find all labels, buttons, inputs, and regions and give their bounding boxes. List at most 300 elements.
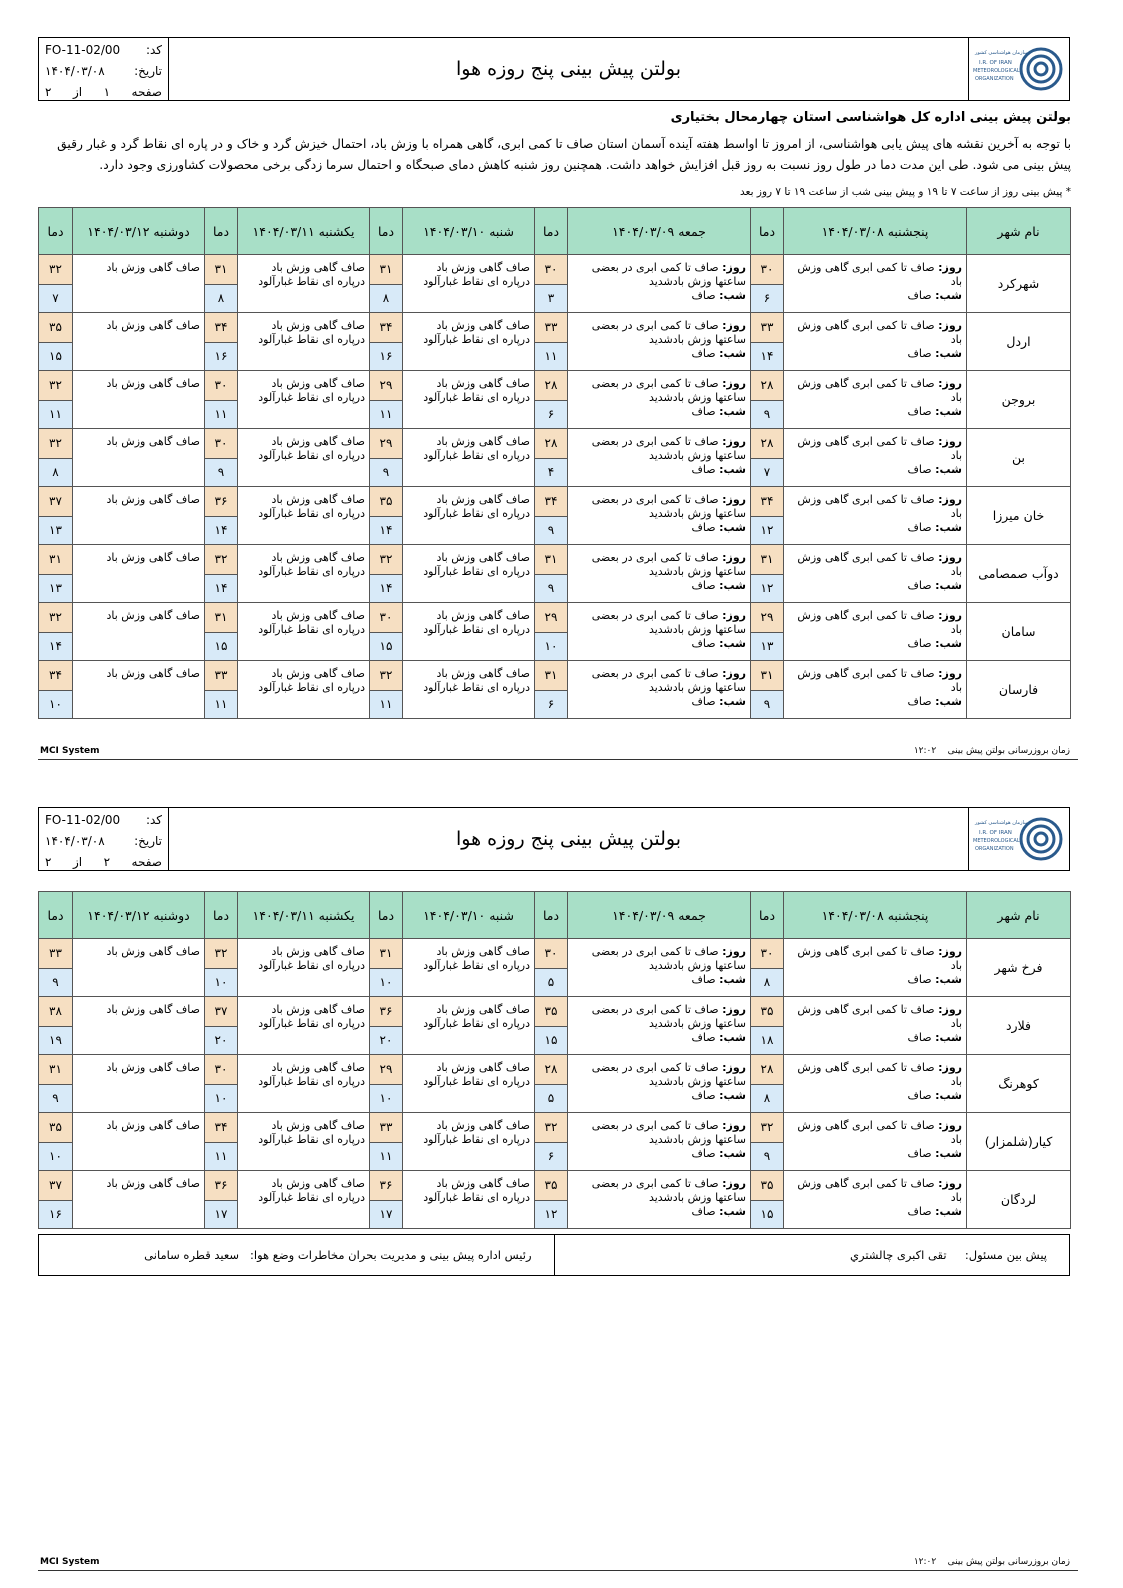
max-temp: ۳۲ [205,545,238,575]
date-label: تاریخ: [134,834,162,848]
code-value: FO-11-02/00 [45,43,121,57]
night-label: شب: [935,973,962,986]
day-header: یکشنبه ۱۴۰۴/۰۳/۱۱ [238,892,370,939]
date-label: تاریخ: [134,64,162,78]
day-label: روز: [938,261,962,274]
max-temp: ۳۳ [205,661,238,691]
night-forecast: صاف [691,1147,716,1160]
city-name: سامان [967,603,1071,661]
forecast-description [403,1055,535,1113]
min-temp: ۷ [751,458,784,486]
forecast-description [784,1171,967,1229]
night-label: شب: [935,1089,962,1102]
day-header: یکشنبه ۱۴۰۴/۰۳/۱۱ [238,208,370,255]
forecast-description [568,1055,751,1113]
signature-block [38,1234,1070,1276]
max-temp: ۳۰ [205,1055,238,1085]
day-forecast: صاف گاهی وزش باد [106,493,200,506]
city-name: بروجن [967,371,1071,429]
night-label: شب: [935,463,962,476]
night-forecast: صاف [691,289,716,302]
day-label: روز: [938,1003,962,1016]
bulletin-intro: با توجه به آخرین نقشه های پیش یابی هواشناسی، از امروز تا اواسط هفته آینده آسمان استان صاف تا کمی ابری، گاهی همراه با وزش باد، احتمال خیزش گرد و خاک و در پاره ای نقاط گرد و غبار رقیق پیش بینی می شود. طی این مدت دما در طول روز نسبت به روز قبل افزایش خواهد داشت. همچنین روز شنبه کاهش دمای صبحگاه و احتمال سرما زدگی برخی محصولات کشاورزی وجود دارد. [57,137,1071,172]
max-temp: ۳۴ [370,313,403,343]
night-label: شب: [935,405,962,418]
min-temp: ۴ [535,458,568,486]
day-forecast: صاف گاهی وزش باد درپاره ای نقاط غبارآلود [423,945,530,972]
bulletin-title: بولتن پیش بینی پنج روزه هوا [455,58,681,80]
day-forecast: صاف تا کمی ابری در بعضی ساعتها وزش بادشدید [591,261,746,288]
forecast-description [568,939,751,997]
min-temp: ۱۸ [751,1026,784,1054]
max-temp: ۳۷ [39,487,73,517]
day-forecast: صاف تا کمی ابری گاهی وزش باد [797,609,962,636]
night-label: شب: [719,637,746,650]
min-temp: ۱۳ [751,632,784,660]
night-label: شب: [719,1147,746,1160]
city-name: اردل [967,313,1071,371]
city-name: شهرکرد [967,255,1071,313]
max-temp: ۲۹ [535,603,568,633]
min-temp: ۱۷ [205,1200,238,1228]
min-temp: ۱۰ [535,632,568,660]
head-label: رئیس اداره پیش بینی و مدیریت بحران مخاطرات وضع هوا: [250,1248,532,1262]
day-forecast: صاف تا کمی ابری در بعضی ساعتها وزش بادشدید [591,1003,746,1030]
max-temp: ۳۱ [535,545,568,575]
max-temp: ۲۸ [535,371,568,401]
update-label: زمان بروزرسانی بولتن پیش بینی [947,1557,1070,1567]
day-forecast: صاف تا کمی ابری گاهی وزش باد [797,1177,962,1204]
code-value: FO-11-02/00 [45,813,121,827]
system-name: MCI System [40,1557,100,1567]
day-label: روز: [722,1061,746,1074]
max-temp: ۲۸ [535,429,568,459]
day-label: روز: [938,1177,962,1190]
city-row [39,1113,1071,1143]
min-temp: ۱۰ [370,1084,403,1112]
min-temp: ۱۶ [39,1200,73,1228]
min-temp: ۱۶ [370,342,403,370]
temp-header: دما [39,208,73,255]
logo-en-1: I.R. OF IRAN [979,60,1012,66]
min-temp: ۱۵ [39,342,73,370]
temp-header: دما [751,892,784,939]
night-forecast: صاف [907,521,932,534]
night-label: شب: [935,347,962,360]
forecaster-cell [554,1235,1070,1275]
day-forecast: صاف تا کمی ابری گاهی وزش باد [797,435,962,462]
day-forecast: صاف گاهی وزش باد درپاره ای نقاط غبارآلود [423,493,530,520]
min-temp: ۸ [751,1084,784,1112]
system-name: MCI System [40,746,100,756]
bulletin-title-2: بولتن پیش بینی پنج روزه هوا [455,828,681,850]
min-temp: ۱۳ [39,574,73,602]
min-temp: ۱۴ [205,574,238,602]
forecast-description [784,939,967,997]
min-temp: ۱۰ [39,690,73,718]
day-forecast: صاف تا کمی ابری گاهی وزش باد [797,945,962,972]
forecast-description [403,997,535,1055]
day-label: روز: [938,945,962,958]
page-number: ۲ [103,855,111,869]
forecast-description [403,1113,535,1171]
day-label: روز: [722,493,746,506]
max-temp: ۳۳ [751,313,784,343]
max-temp: ۳۱ [370,939,403,969]
night-label: شب: [719,1205,746,1218]
day-forecast: صاف گاهی وزش باد [106,319,200,332]
max-temp: ۳۵ [535,1171,568,1201]
day-forecast: صاف تا کمی ابری در بعضی ساعتها وزش بادشدید [591,945,746,972]
min-temp: ۹ [535,516,568,544]
max-temp: ۳۶ [205,1171,238,1201]
min-temp: ۱۳ [39,516,73,544]
logo-fa-text: سازمان هواشناسی کشور [975,820,1029,826]
min-temp: ۲۰ [370,1026,403,1054]
city-header: نام شهر [967,892,1071,939]
day-forecast: صاف تا کمی ابری در بعضی ساعتها وزش بادشدید [591,435,746,462]
day-forecast: صاف گاهی وزش باد درپاره ای نقاط غبارآلود [423,261,530,288]
forecaster-label: پیش بین مسئول: [964,1248,1047,1262]
day-forecast: صاف تا کمی ابری در بعضی ساعتها وزش بادشدید [591,551,746,578]
city-name: فارسان [967,661,1071,719]
max-temp: ۲۹ [370,1055,403,1085]
min-temp: ۱۲ [535,1200,568,1228]
forecast-description [784,1113,967,1171]
night-forecast: صاف [907,1089,932,1102]
day-forecast: صاف گاهی وزش باد درپاره ای نقاط غبارآلود [423,667,530,694]
update-label: زمان بروزرسانی بولتن پیش بینی [947,746,1070,756]
night-forecast: صاف [691,463,716,476]
city-name: کوهرنگ [967,1055,1071,1113]
day-forecast: صاف تا کمی ابری گاهی وزش باد [797,261,962,288]
forecast-description [73,997,205,1055]
day-header: دوشنبه ۱۴۰۴/۰۳/۱۲ [73,892,205,939]
forecast-description [73,1113,205,1171]
page-label: صفحه [131,855,162,869]
day-forecast: صاف تا کمی ابری در بعضی ساعتها وزش بادشدید [591,1061,746,1088]
logo-en-1: I.R. OF IRAN [979,830,1012,836]
night-forecast: صاف [907,463,932,476]
day-forecast: صاف گاهی وزش باد درپاره ای نقاط غبارآلود [423,319,530,346]
min-temp: ۸ [39,458,73,486]
city-name: بن [967,429,1071,487]
day-forecast: صاف تا کمی ابری در بعضی ساعتها وزش بادشدید [591,493,746,520]
day-forecast: صاف گاهی وزش باد [106,945,200,958]
day-forecast: صاف تا کمی ابری در بعضی ساعتها وزش بادشدید [591,1119,746,1146]
min-temp: ۱۴ [370,516,403,544]
max-temp: ۳۵ [535,997,568,1027]
day-forecast: صاف گاهی وزش باد درپاره ای نقاط غبارآلود [423,1061,530,1088]
min-temp: ۱۱ [370,1142,403,1170]
day-label: روز: [938,551,962,564]
max-temp: ۳۲ [39,371,73,401]
day-forecast: صاف تا کمی ابری گاهی وزش باد [797,551,962,578]
max-temp: ۳۰ [535,255,568,285]
night-label: شب: [935,1031,962,1044]
min-temp: ۱۱ [205,690,238,718]
night-forecast: صاف [907,289,932,302]
day-header: دوشنبه ۱۴۰۴/۰۳/۱۲ [73,208,205,255]
update-time: ۱۲:۰۲ [913,746,937,756]
min-temp: ۳ [535,284,568,312]
city-header: نام شهر [967,208,1071,255]
day-header: جمعه ۱۴۰۴/۰۳/۰۹ [568,892,751,939]
min-temp: ۱۴ [39,632,73,660]
forecast-description [784,997,967,1055]
page-header-2 [38,807,1070,871]
max-temp: ۲۸ [751,1055,784,1085]
max-temp: ۳۲ [39,603,73,633]
max-temp: ۳۰ [370,603,403,633]
min-temp: ۵ [535,1084,568,1112]
min-temp: ۱۱ [205,1142,238,1170]
page-total: ۲ [45,85,52,99]
night-forecast: صاف [691,973,716,986]
max-temp: ۳۲ [370,661,403,691]
temp-header: دما [205,208,238,255]
min-temp: ۱۴ [205,516,238,544]
night-label: شب: [935,1147,962,1160]
temp-header: دما [535,892,568,939]
min-temp: ۲۰ [205,1026,238,1054]
max-temp: ۲۹ [751,603,784,633]
min-temp: ۱۴ [370,574,403,602]
max-temp: ۲۸ [535,1055,568,1085]
day-forecast: صاف گاهی وزش باد درپاره ای نقاط غبارآلود [258,319,365,346]
update-time: ۱۲:۰۲ [913,1557,937,1567]
logo-en-3: ORGANIZATION [975,76,1014,82]
max-temp: ۳۶ [370,1171,403,1201]
max-temp: ۳۰ [751,939,784,969]
logo-en-2: METEOROLOGICAL [973,838,1020,844]
day-forecast: صاف گاهی وزش باد درپاره ای نقاط غبارآلود [258,945,365,972]
day-label: روز: [722,435,746,448]
city-row [39,939,1071,969]
max-temp: ۳۲ [205,939,238,969]
forecast-description [403,1171,535,1229]
night-forecast: صاف [907,1205,932,1218]
night-forecast: صاف [907,1031,932,1044]
min-temp: ۱۱ [370,400,403,428]
day-header: شنبه ۱۴۰۴/۰۳/۱۰ [403,208,535,255]
day-label: روز: [722,667,746,680]
min-temp: ۱۰ [39,1142,73,1170]
night-label: شب: [719,289,746,302]
temp-header: دما [205,892,238,939]
day-forecast: صاف تا کمی ابری گاهی وزش باد [797,319,962,346]
max-temp: ۳۲ [39,255,73,285]
min-temp: ۶ [535,400,568,428]
min-temp: ۱۲ [751,574,784,602]
max-temp: ۳۴ [751,487,784,517]
day-label: روز: [938,435,962,448]
max-temp: ۳۷ [205,997,238,1027]
day-header: پنجشنبه ۱۴۰۴/۰۳/۰۸ [784,892,967,939]
max-temp: ۳۵ [751,997,784,1027]
day-forecast: صاف تا کمی ابری گاهی وزش باد [797,1003,962,1030]
day-forecast: صاف گاهی وزش باد درپاره ای نقاط غبارآلود [258,667,365,694]
max-temp: ۳۰ [205,371,238,401]
night-label: شب: [719,347,746,360]
day-forecast: صاف تا کمی ابری گاهی وزش باد [797,1119,962,1146]
head-name: سعید قطره سامانی [144,1248,240,1262]
forecaster-name: تقی اکبری چالشتري [849,1248,947,1262]
max-temp: ۳۴ [205,313,238,343]
max-temp: ۳۵ [751,1171,784,1201]
min-temp: ۸ [370,284,403,312]
min-temp: ۱۱ [535,342,568,370]
max-temp: ۳۸ [39,997,73,1027]
day-forecast: صاف گاهی وزش باد درپاره ای نقاط غبارآلود [423,551,530,578]
page-of: از [72,855,83,869]
city-name: فرخ شهر [967,939,1071,997]
city-name: فلارد [967,997,1071,1055]
min-temp: ۱۵ [751,1200,784,1228]
night-label: شب: [935,521,962,534]
page2-footer [38,1557,1078,1571]
day-forecast: صاف گاهی وزش باد درپاره ای نقاط غبارآلود [258,377,365,404]
min-temp: ۵ [535,968,568,996]
night-label: شب: [935,1205,962,1218]
min-temp: ۱۰ [205,1084,238,1112]
night-forecast: صاف [691,695,716,708]
logo-fa-text: سازمان هواشناسی کشور [975,50,1029,56]
day-forecast: صاف گاهی وزش باد [106,551,200,564]
min-temp: ۱۹ [39,1026,73,1054]
night-forecast: صاف [907,695,932,708]
day-forecast: صاف گاهی وزش باد [106,435,200,448]
day-forecast: صاف تا کمی ابری در بعضی ساعتها وزش بادشدید [591,377,746,404]
night-label: شب: [719,521,746,534]
day-forecast: صاف گاهی وزش باد درپاره ای نقاط غبارآلود [258,1061,365,1088]
bulletin-subtitle: بولتن پیش بینی اداره کل هواشناسی استان چهارمحال بختیاری [670,110,1071,125]
day-label: روز: [938,493,962,506]
max-temp: ۳۱ [751,661,784,691]
max-temp: ۳۴ [39,661,73,691]
min-temp: ۱۶ [205,342,238,370]
page-total: ۲ [45,855,52,869]
forecast-description [238,1055,370,1113]
day-forecast: صاف تا کمی ابری در بعضی ساعتها وزش بادشدید [591,667,746,694]
page-number: ۱ [103,85,111,99]
max-temp: ۳۱ [205,255,238,285]
day-forecast: صاف تا کمی ابری در بعضی ساعتها وزش بادشدید [591,1177,746,1204]
night-forecast: صاف [691,347,716,360]
page-of: از [72,85,83,99]
night-forecast: صاف [907,579,932,592]
forecast-description [238,1171,370,1229]
forecast-description [238,1113,370,1171]
day-forecast: صاف گاهی وزش باد درپاره ای نقاط غبارآلود [423,435,530,462]
day-forecast: صاف گاهی وزش باد درپاره ای نقاط غبارآلود [258,551,365,578]
night-forecast: صاف [907,973,932,986]
day-header: پنجشنبه ۱۴۰۴/۰۳/۰۸ [784,208,967,255]
day-header: شنبه ۱۴۰۴/۰۳/۱۰ [403,892,535,939]
day-forecast: صاف گاهی وزش باد درپاره ای نقاط غبارآلود [423,1119,530,1146]
max-temp: ۳۰ [751,255,784,285]
city-row [39,1171,1071,1201]
code-label: کد: [145,43,162,57]
forecast-description [784,1055,967,1113]
day-label: روز: [722,1003,746,1016]
code-label: کد: [145,813,162,827]
max-temp: ۳۶ [205,487,238,517]
night-forecast: صاف [907,405,932,418]
max-temp: ۲۹ [370,371,403,401]
day-forecast: صاف گاهی وزش باد درپاره ای نقاط غبارآلود [258,1177,365,1204]
forecast-description [568,1171,751,1229]
city-name: لردگان [967,1171,1071,1229]
night-forecast: صاف [907,637,932,650]
min-temp: ۹ [535,574,568,602]
night-label: شب: [935,289,962,302]
day-label: روز: [722,377,746,390]
city-name: کیار(شلمزار) [967,1113,1071,1171]
max-temp: ۳۵ [370,487,403,517]
day-forecast: صاف گاهی وزش باد درپاره ای نقاط غبارآلود [258,609,365,636]
city-row [39,997,1071,1027]
min-temp: ۹ [39,968,73,996]
day-label: روز: [722,1119,746,1132]
day-forecast: صاف گاهی وزش باد [106,377,200,390]
date-value: ۱۴۰۴/۰۳/۰۸ [45,834,105,848]
day-forecast: صاف تا کمی ابری گاهی وزش باد [797,493,962,520]
night-forecast: صاف [907,347,932,360]
day-label: روز: [938,667,962,680]
day-forecast: صاف گاهی وزش باد [106,261,200,274]
max-temp: ۲۸ [751,371,784,401]
min-temp: ۶ [535,1142,568,1170]
temp-header: دما [751,208,784,255]
max-temp: ۳۰ [535,939,568,969]
max-temp: ۳۰ [205,429,238,459]
day-forecast: صاف تا کمی ابری در بعضی ساعتها وزش بادشدید [591,609,746,636]
day-label: روز: [722,945,746,958]
max-temp: ۳۳ [370,1113,403,1143]
min-temp: ۱۵ [370,632,403,660]
night-label: شب: [719,405,746,418]
max-temp: ۳۲ [535,1113,568,1143]
city-row [39,1055,1071,1085]
night-forecast: صاف [691,1031,716,1044]
max-temp: ۳۴ [205,1113,238,1143]
forecast-description [238,997,370,1055]
day-forecast: صاف تا کمی ابری گاهی وزش باد [797,667,962,694]
day-forecast: صاف گاهی وزش باد [106,1177,200,1190]
min-temp: ۱۱ [205,400,238,428]
night-label: شب: [935,637,962,650]
logo-en-3: ORGANIZATION [975,846,1014,852]
max-temp: ۳۱ [751,545,784,575]
min-temp: ۱۱ [39,400,73,428]
forecast-description [568,997,751,1055]
temp-header: دما [39,892,73,939]
night-forecast: صاف [907,1147,932,1160]
day-forecast: صاف گاهی وزش باد درپاره ای نقاط غبارآلود [258,1119,365,1146]
max-temp: ۳۲ [751,1113,784,1143]
day-label: روز: [722,319,746,332]
city-name: دوآب صمصامی [967,545,1071,603]
day-forecast: صاف گاهی وزش باد درپاره ای نقاط غبارآلود [258,493,365,520]
day-label: روز: [722,1177,746,1190]
forecast-description [73,939,205,997]
day-header: جمعه ۱۴۰۴/۰۳/۰۹ [568,208,751,255]
min-temp: ۱۷ [370,1200,403,1228]
night-forecast: صاف [691,1205,716,1218]
max-temp: ۳۷ [39,1171,73,1201]
max-temp: ۳۶ [370,997,403,1027]
